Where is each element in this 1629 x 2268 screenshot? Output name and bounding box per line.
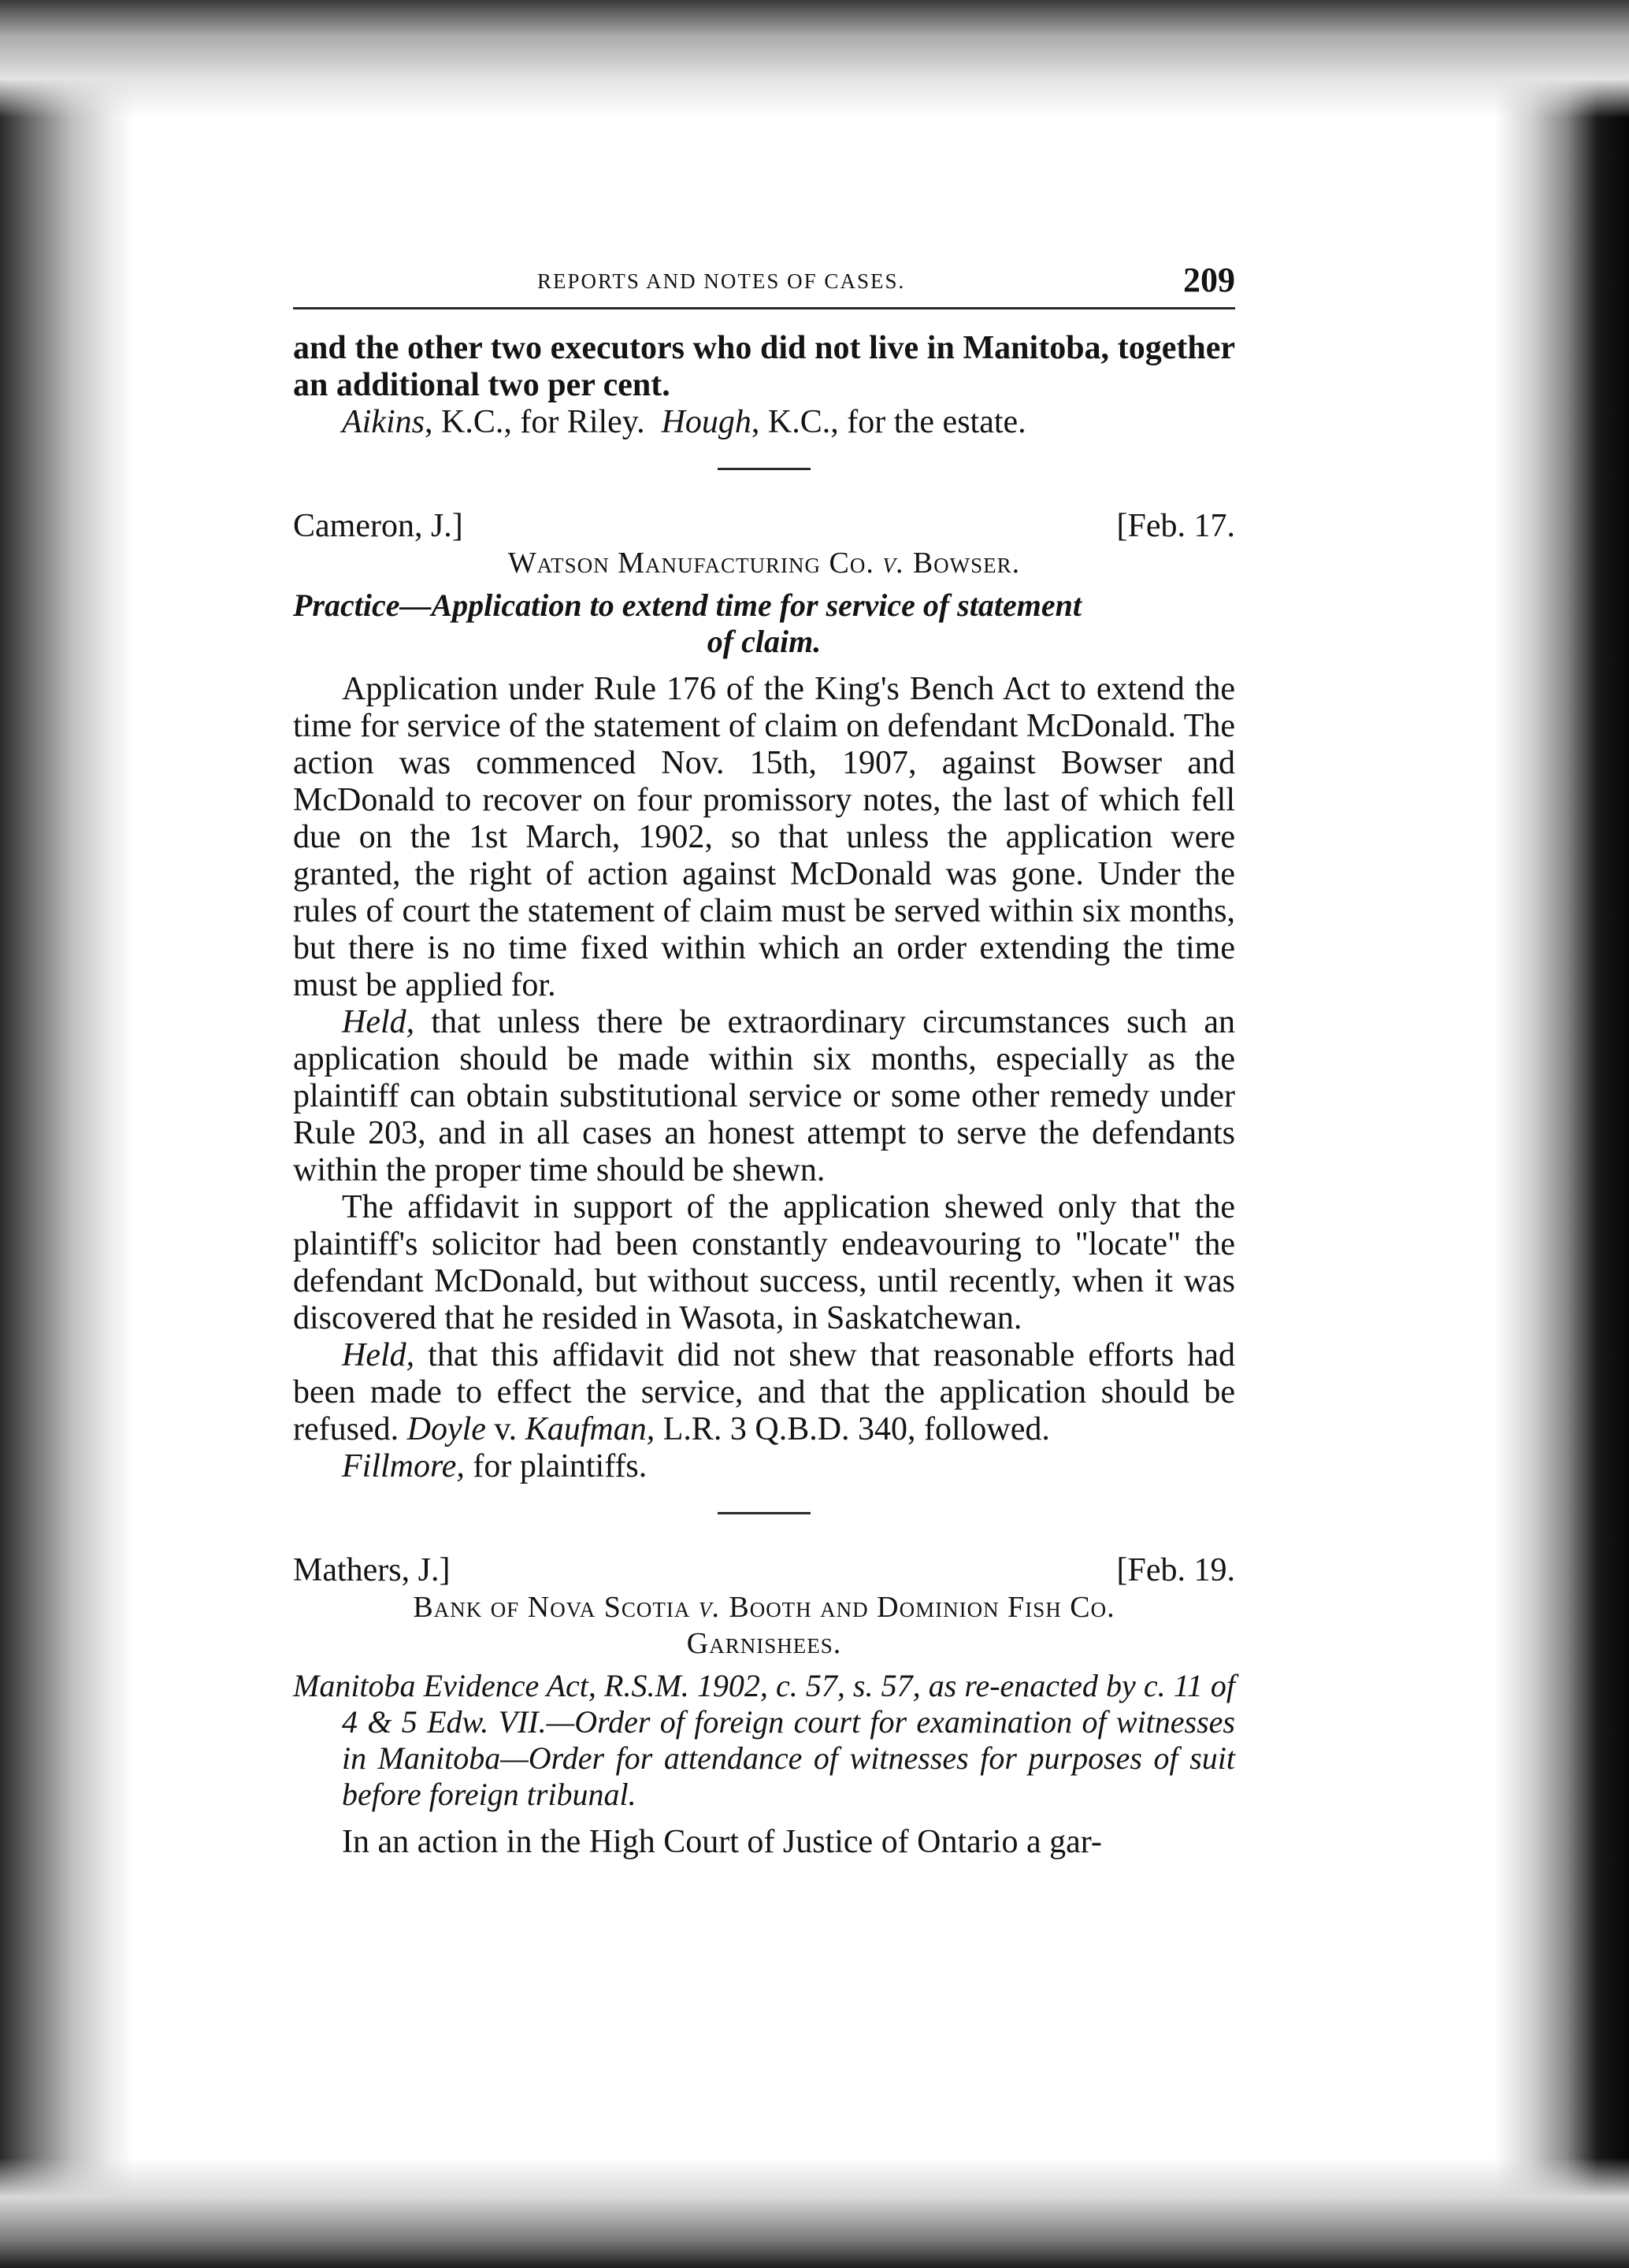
case1-paragraph-1: Application under Rule 176 of the King's Bench Act to extend the time for service of the statement of claim on defendant McDonald. The action was commenced Nov. 15th, 1907, against Bowser and McDonald to recover on four promissory notes, the last of which fell due on the 1st March, 1902, so that unless the application were granted, the right of action against McDonald was gone. Under the rules of court the statement of claim must be served within six months, but there is no time fixed within which an order extending the time must be applied for. [293, 671, 1235, 1003]
case1-paragraph-2: The affidavit in support of the application shewed only that the plaintiff's solicitor had been constantly endeavouring to "locate" the defendant McDonald, but without success, until recently, when it was discovered that he resided in Wasota, in Saskatchewan. [293, 1189, 1235, 1336]
case1-held-1: Held, that unless there be extraordinary circumstances such an application should be made within six months, especially as the plaintiff can obtain substitutional service or some other remedy under Rule 203, and in all cases an honest attempt to serve the defendants within the proper time should be shewn. [293, 1004, 1235, 1188]
running-title: REPORTS AND NOTES OF CASES. [537, 269, 906, 293]
book-page [293, 260, 1235, 1861]
case1-title: Watson Manufacturing Co. v. Bowser. [507, 547, 1021, 580]
page-number: 209 [1183, 261, 1235, 299]
previous-case-counsel: Aikins, K.C., for Riley. Hough, K.C., for the estate. [342, 404, 1026, 440]
case1-date: [Feb. 17. [1116, 508, 1235, 544]
case2-judge-line [293, 1552, 1235, 1589]
scan-edge-top [0, 0, 1629, 118]
case1-held-2: Held, that this affidavit did not shew that reasonable efforts had been made to effect the service, and that the application should be refused. Doyle v. Kaufman, L.R. 3 Q.B.D. 340, followed. [293, 1337, 1235, 1447]
section-divider [718, 468, 811, 470]
case2-title: Bank of Nova Scotia v. Booth and Dominion Fish Co. Garnishees. [413, 1591, 1115, 1660]
case1-headnote-cont: of claim. [707, 624, 822, 659]
case2-opening: In an action in the High Court of Justice of Ontario a gar- [342, 1824, 1102, 1860]
case1-judge-line [293, 508, 1235, 545]
section-divider-2 [718, 1512, 811, 1514]
case1-counsel: Fillmore, for plaintiffs. [342, 1448, 648, 1484]
case2-judge: Mathers, J.] [293, 1552, 451, 1588]
previous-case-closing: and the other two executors who did not live in Manitoba, together an additional two per cent. [293, 330, 1235, 403]
scan-edge-right [1495, 0, 1629, 2268]
scan-edge-bottom [0, 2158, 1629, 2268]
case2-headnote: Manitoba Evidence Act, R.S.M. 1902, c. 57, s. 57, as re-enacted by c. 11 of 4 & 5 Edw. VII.—Order of foreign court for examination of witnesses in Manitoba—Order for attendance of witnesses for purposes of suit before foreign tribunal. [293, 1668, 1235, 1812]
scan-edge-left [0, 0, 134, 2268]
case1-headnote: Practice—Application to extend time for service of statement [293, 587, 1082, 623]
case1-judge: Cameron, J.] [293, 508, 463, 544]
running-head [293, 260, 1235, 302]
case2-date: [Feb. 19. [1116, 1552, 1235, 1588]
header-rule [293, 307, 1235, 309]
